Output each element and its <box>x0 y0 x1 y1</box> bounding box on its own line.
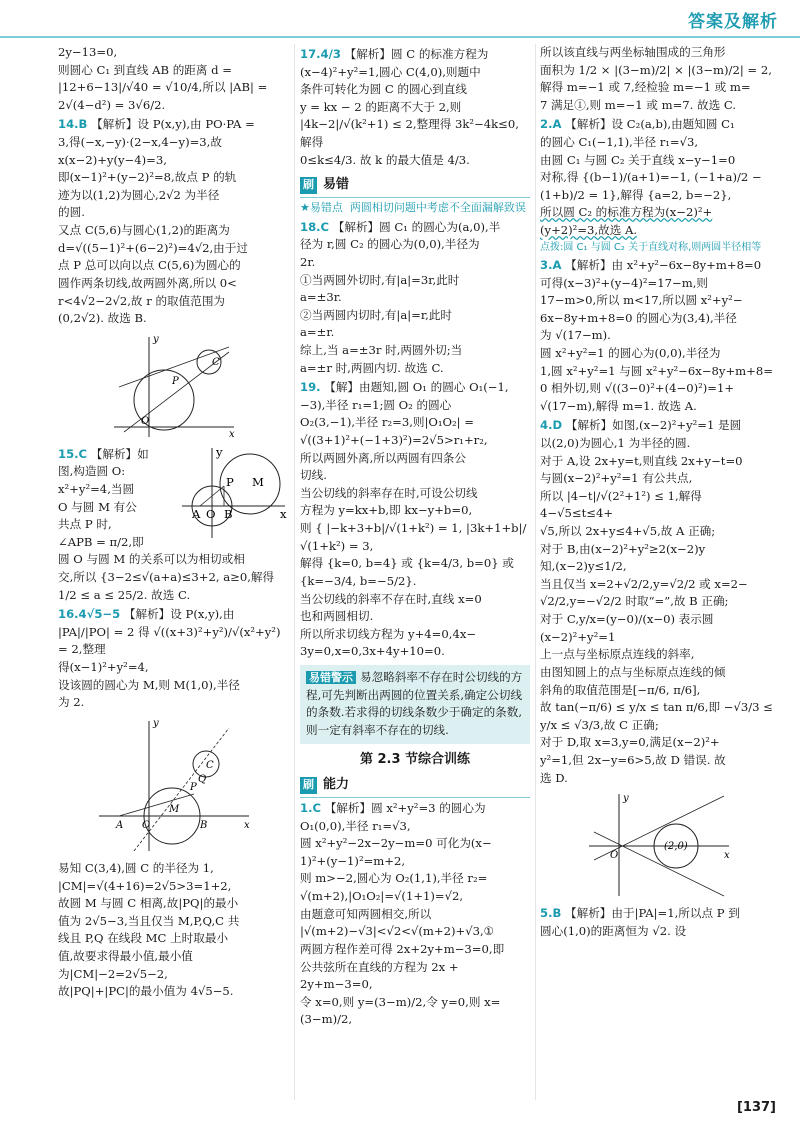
text-line: 圆 x²+y²=1 的圆心为(0,0),半径为 <box>540 345 721 360</box>
text-line: √5,所以 2x+y≤4+√5,故 A 正确; <box>540 524 716 539</box>
text-line: 值为 2√5−3,当且仅当 M,P,Q,C 共 <box>58 913 240 928</box>
text-line: 又点 C(5,6)与圆心(1,2)的距离为 <box>58 223 230 238</box>
text-line: 【解析】由 x²+y²−6x−8y+m+8=0 <box>565 257 762 272</box>
text-line: 由圆 C₁ 与圆 C₂ 关于直线 x−y−1=0 <box>540 152 736 167</box>
text-line: y = kx − 2 的距离不大于 2,则 <box>300 99 462 114</box>
text-line: 交,所以 {3−2≤√(a+a)≤3+2, a≥0,解得 <box>58 570 275 585</box>
question-19 <box>300 379 530 661</box>
text-line: 则 m>−2,圆心为 O₂(1,1),半径 r₂= <box>300 871 488 886</box>
text-line: 0≤k≤4/3. 故 k 的最大值是 4/3. <box>300 152 470 167</box>
answer-letter: C <box>312 801 321 816</box>
fig-label: O <box>141 415 150 427</box>
text-line: 与圆(x−2)²+y²=1 有公共点, <box>540 471 693 486</box>
text-line: 则 { |−k+3+b|/√(1+k²) = 1, |3k+1+b|/√(1+k²) = 3, <box>300 521 527 553</box>
text-line: a=±3r. <box>300 290 342 305</box>
text-line: ②当两圆内切时,有|a|=r,此时 <box>300 307 453 322</box>
text-line: √(17−m),解得 m=1. 故选 A. <box>540 398 697 413</box>
text-line: 2y−13=0, <box>58 45 118 59</box>
text-line: 3y=0,x=0,3x+4y+10=0. <box>300 644 445 659</box>
text-line: O₂(3,−1),半径 r₂=3,则|O₁O₂| = <box>300 415 474 430</box>
question-number: 14. <box>58 117 79 132</box>
question-2 <box>540 116 778 254</box>
fig-label: (2,0) <box>664 841 688 853</box>
fig-label: x <box>280 506 287 521</box>
text-line: √2/2,y=−√2/2 时取“=”,故 B 正确; <box>540 594 729 609</box>
text-line: 【解析】圆 C 的标准方程为 <box>344 47 489 61</box>
text-line: 综上,当 a=±3r 时,两圆外切;当 <box>300 343 463 357</box>
fig-label: O <box>610 850 619 862</box>
fig-label: B <box>224 506 233 521</box>
text-line: r<4√2−2√2,故 r 的取值范围为 <box>58 293 226 308</box>
fig-label: y <box>623 793 629 805</box>
text-line: |√(m+2)−√3|<√2<√(m+2)+√3,① <box>300 924 495 939</box>
answer-value: 4√5−5 <box>78 607 121 622</box>
fig-label: x <box>229 428 235 440</box>
fig-label: B <box>200 819 208 831</box>
fig-label: C <box>212 356 220 368</box>
question-number: 19. <box>300 380 321 395</box>
fig-label: A <box>192 506 201 521</box>
fig-label: A <box>116 819 124 831</box>
column-3 <box>540 44 778 940</box>
fig-label: O <box>206 506 216 521</box>
text-line: 所以该直线与两坐标轴围成的三角形 <box>540 45 726 59</box>
text-line: 对于 B,由(x−2)²+y²≥2(x−2)y <box>540 541 706 556</box>
text-line: 的圆心 C₁(−1,1),半径 r₁=√3, <box>540 135 699 150</box>
text-line: 共点 P 时, <box>58 517 112 532</box>
fig-label: y <box>153 333 159 345</box>
answer-letter: C <box>78 446 88 461</box>
figure-4-diagram <box>584 791 734 901</box>
column-1 <box>58 44 290 1001</box>
question-number: 18. <box>300 219 321 234</box>
fig-label: x <box>244 819 250 831</box>
text-line: 令 x=0,则 y=(3−m)/2,令 y=0,则 x=(3−m)/2, <box>300 994 501 1027</box>
text-line: 所以两圆外离,所以两圆有四条公 <box>300 450 466 465</box>
text-line: |12+6−13|/√40 = √10/4,所以 |AB| = <box>58 80 268 95</box>
text-line: (0,2√2). 故选 B. <box>58 311 147 326</box>
answer-letter: A <box>552 257 562 272</box>
text-line: 圆 x²+y²−2x−2y−m=0 可化为(x− <box>300 836 492 851</box>
text-line: 【解析】如图,(x−2)²+y²=1 是圆 <box>565 418 742 433</box>
text-line: 圆 O 与圆 M 的关系可以为相切或相 <box>58 552 245 567</box>
text-line: 2y+m−3=0, <box>300 977 373 992</box>
figure-14-diagram <box>109 332 239 442</box>
text-line: 线且 P,Q 在线段 MC 上时取最小 <box>58 931 229 946</box>
text-line: 对称,得 {(b−1)/(a+1)=−1, (−1+a)/2 − (1+b)/2 = 1},解得 {a=2, b=−2}, <box>540 170 766 202</box>
text-line: 1)²+(y−1)²=m+2, <box>300 853 406 868</box>
text-line: 1,圆 x²+y²=1 与圆 x²+y²−6x−8y+m+8= <box>540 363 773 378</box>
text-line: 解得 m=−1 或 7,经检验 m=−1 或 m= <box>540 80 751 95</box>
column-2 <box>300 44 530 1029</box>
fig-label: x <box>724 850 730 862</box>
text-line: 所以所求切线方程为 y+4=0,4x− <box>300 626 477 641</box>
question-5 <box>540 905 778 940</box>
text-line: √((3+1)²+(−1+3)²)=2√5>r₁+r₂, <box>300 433 488 448</box>
header-rule <box>0 36 800 38</box>
band-title: 能力 <box>323 777 350 793</box>
tip-note: 点拨:圆 C₁ 与圆 C₂ 关于直线对称,则两圆半径相等 <box>540 241 762 253</box>
text-line: 选 D. <box>540 770 568 785</box>
text-line: 当公切线的斜率不存在时,直线 x=0 <box>300 591 482 606</box>
warning-tag: 易错警示 <box>306 671 356 684</box>
text-line: 条件可转化为圆 C 的圆心到直线 <box>300 82 467 97</box>
answer-letter: C <box>320 219 330 234</box>
text-line: O 与圆 M 有公 <box>58 499 137 514</box>
question-1 <box>300 800 530 1029</box>
band-tag: 刷 <box>300 777 317 794</box>
text-line: 1/2 ≤ a ≤ 25/2. 故选 C. <box>58 587 191 602</box>
text-line: 迹为以(1,2)为圆心,2√2 为半径 <box>58 187 220 202</box>
text-line: 公共弦所在直线的方程为 2x + <box>300 959 459 974</box>
text-line: 斜角的取值范围是[−π/6, π/6], <box>540 682 701 697</box>
answer-letter: B <box>78 117 88 132</box>
text-line: ∠APB = π/2,即 <box>58 534 144 549</box>
text-line: 点 P 总可以向以点 C(5,6)为圆心的 <box>58 258 241 273</box>
fig-label: P <box>172 375 179 387</box>
text-line: −3),半径 r₁=1;圆 O₂ 的圆心 <box>300 397 452 412</box>
text-line: |4k−2|/√(k²+1) ≤ 2,整理得 3k²−4k≤0,解得 <box>300 117 519 150</box>
pitfall-note: ★易错点 两圆相切问题中考虑不全面漏解致误 <box>300 201 526 215</box>
text-line: 7 满足①,则 m=−1 或 m=7. 故选 C. <box>540 97 737 112</box>
text-line: 对于 A,设 2x+y=t,则直线 2x+y−t=0 <box>540 453 743 468</box>
question-4 <box>540 417 778 901</box>
answer-letter: B <box>552 906 562 921</box>
column-divider <box>294 44 295 1100</box>
fig-label: M <box>169 803 180 815</box>
text-line: 圆心(1,0)的距离恒为 √2. 设 <box>540 923 687 938</box>
warning-box <box>300 665 530 744</box>
text-line: |CM|=√(4+16)=2√5>3=1+2, <box>58 878 232 893</box>
question-number: 15. <box>58 446 79 461</box>
question-14 <box>58 116 290 441</box>
text-line: 即(x−1)²+(y−2)²=8,故点 P 的轨 <box>58 170 237 185</box>
text-line: (y+2)²=3,故选 A. <box>540 223 638 238</box>
text-line: y²=1,但 2x−y=6>5,故 D 错误. 故 <box>540 752 726 767</box>
text-line: 所以圆 C₂ 的标准方程为(x−2)²+ <box>540 205 713 220</box>
fig-label: M <box>252 474 264 489</box>
text-line: 上一点与坐标原点连线的斜率, <box>540 647 695 662</box>
text-line: 知,(x−2)y≤1/2, <box>540 559 627 574</box>
text-line: 【解析】设 C₂(a,b),由题知圆 C₁ <box>565 117 735 132</box>
text-line: 故圆 M 与圆 C 相离,故|PQ|的最小 <box>58 896 239 911</box>
text-line: 两圆方程作差可得 2x+2y+m−3=0,即 <box>300 941 505 956</box>
fig-label: O <box>142 819 151 831</box>
text-line: 方程为 y=kx+b,即 kx−y+b=0, <box>300 503 473 518</box>
page-number: [137] <box>736 1100 776 1116</box>
text-line: 值,故要求得最小值,最小值 <box>58 948 193 963</box>
text-line: 【解】由题知,圆 O₁ 的圆心 O₁(−1, <box>324 380 509 395</box>
text-line: 可得(x−3)²+(y−4)²=17−m,则 <box>540 275 709 290</box>
text-line: 当且仅当 x=2+√2/2,y=√2/2 或 x=2− <box>540 576 748 591</box>
text-line: 2r. <box>300 254 316 269</box>
question-number: 5. <box>540 906 553 921</box>
text-line: 【解析】圆 x²+y²=3 的圆心为 <box>324 801 486 816</box>
answer-letter: D <box>552 418 563 433</box>
fig-label: P <box>226 474 234 489</box>
fig-label: P <box>190 781 197 793</box>
text-line: 由题意可知两圆相交,所以 <box>300 906 432 921</box>
text-line: 面积为 1/2 × |(3−m)/2| × |(3−m)/2| = 2, <box>540 62 772 77</box>
section-band-nengli <box>300 775 530 798</box>
text-line: 【解析】设 P(x,y),由 PO·PA = <box>91 117 255 132</box>
question-17 <box>300 46 530 169</box>
text-line: O₁(0,0),半径 r₁=√3, <box>300 818 411 833</box>
question-number: 4. <box>540 418 553 433</box>
text-line: y/x ≤ √3/3,故 C 正确; <box>540 717 659 732</box>
section-title: 第 2.3 节综合训练 <box>359 751 471 767</box>
text-line: 【解析】圆 C₁ 的圆心为(a,0),半 <box>332 219 501 234</box>
fig-label: y <box>153 717 159 729</box>
question-3 <box>540 257 778 415</box>
section-band-yicuo <box>300 175 530 198</box>
text-line: d=√((5−1)²+(6−2)²)=4√2,由于过 <box>58 240 248 255</box>
warning-text: 易忽略斜率不存在时公切线的方程,可先判断出两圆的位置关系,确定公切线的条数.若求得的切线条数少于确定的条数,则一定有斜率不存在的切线. <box>306 669 523 737</box>
question-15 <box>58 446 290 604</box>
text-line: 2√(4−d²) = 3√6/2. <box>58 97 166 112</box>
answer-value: 4/3 <box>320 47 341 61</box>
text-line: |PA|/|PO| = 2 得 √((x+3)²+y²)/√(x²+y²) = 2,整理 <box>58 624 285 657</box>
band-title: 易错 <box>323 177 350 193</box>
text-line: 解得 {k=0, b=4} 或 {k=4/3, b=0} 或 {k=−3/4, b=−5/2}. <box>300 556 518 588</box>
text-line: 当公切线的斜率存在时,可设公切线 <box>300 485 478 500</box>
text-line: 故|PQ|+|PC|的最小值为 4√5−5. <box>58 984 234 999</box>
question-number: 17. <box>300 47 321 61</box>
text-line: 【解析】由于|PA|=1,所以点 P 到 <box>565 906 740 921</box>
text-line: 所以 |4−t|/√(2²+1²) ≤ 1,解得 4−√5≤t≤4+ <box>540 488 706 521</box>
text-line: a=±r. <box>300 325 335 340</box>
question-16 <box>58 606 290 1001</box>
page-header-title: 答案及解析 <box>688 12 778 32</box>
question-number: 16. <box>58 607 79 622</box>
text-line: 故 tan(−π/6) ≤ y/x ≤ tan π/6,即 −√3/3 ≤ <box>540 700 773 715</box>
text-line: (x−4)²+y²=1,圆心 C(4,0),则题中 <box>300 64 481 79</box>
text-line: 0 相外切,则 √((3−0)²+(4−0)²)=1+ <box>540 381 735 396</box>
text-line: 径为 r,圆 C₂ 的圆心为(0,0),半径为 <box>300 237 480 252</box>
answer-letter: A <box>552 117 562 132</box>
question-number: 2. <box>540 117 553 132</box>
text-line: 得(x−1)²+y²=4, <box>58 660 149 675</box>
text-line: 【解析】设 P(x,y),由 <box>123 607 235 622</box>
column-divider <box>535 44 536 1100</box>
band-tag: 刷 <box>300 177 317 194</box>
text-line: 由图知圆上的点与坐标原点连线的倾 <box>540 664 726 679</box>
fig-label: C <box>206 759 214 771</box>
text-line: 切线. <box>300 468 327 483</box>
text-line: 3,得(−x,−y)·(2−x,4−y)=3,故 <box>58 135 222 150</box>
text-line: 对于 D,取 x=3,y=0,满足(x−2)²+ <box>540 735 720 750</box>
text-line: 为 √(17−m). <box>540 328 611 343</box>
text-line: 设该圆的圆心为 M,则 M(1,0),半径 <box>58 677 240 692</box>
text-line: ①当两圆外切时,有|a|=3r,此时 <box>300 272 460 287</box>
question-number: 1. <box>300 801 313 816</box>
text-line: √(m+2),|O₁O₂|=√(1+1)=√2, <box>300 889 464 904</box>
text-line: a=±r 时,两圆内切. 故选 C. <box>300 360 444 375</box>
text-line: 则圆心 C₁ 到直线 AB 的距离 d = <box>58 62 233 77</box>
text-line: 为 2. <box>58 695 85 710</box>
text-line: 17−m>0,所以 m<17,所以圆 x²+y²− <box>540 293 743 308</box>
fig-label: Q <box>198 773 207 785</box>
text-line: 也和两圆相切. <box>300 609 374 624</box>
figure-15-diagram <box>180 446 290 541</box>
text-line: 为|CM|−2=2√5−2, <box>58 966 168 981</box>
figure-16-diagram <box>94 716 254 856</box>
question-18 <box>300 219 530 377</box>
text-line: 易知 C(3,4),圆 C 的半径为 1, <box>58 860 214 875</box>
text-line: 圆作两条切线,故两圆外离,所以 0< <box>58 275 237 290</box>
text-line: 【解析】如 <box>90 446 149 461</box>
text-line: 6x−8y+m+8=0 的圆心为(3,4),半径 <box>540 310 737 325</box>
question-number: 3. <box>540 257 553 272</box>
fig-label: y <box>216 445 223 459</box>
text-line: x²+y²=4,当圆 <box>58 481 135 496</box>
text-line: 对于 C,y/x=(y−0)/(x−0) 表示圆(x−2)²+y²=1 <box>540 612 714 644</box>
text-line: 的圆. <box>58 205 85 220</box>
text-line: 图,构造圆 O: <box>58 464 126 479</box>
text-line: 以(2,0)为圆心,1 为半径的圆. <box>540 435 691 450</box>
text-line: x(x−2)+y(y−4)=3, <box>58 152 167 167</box>
